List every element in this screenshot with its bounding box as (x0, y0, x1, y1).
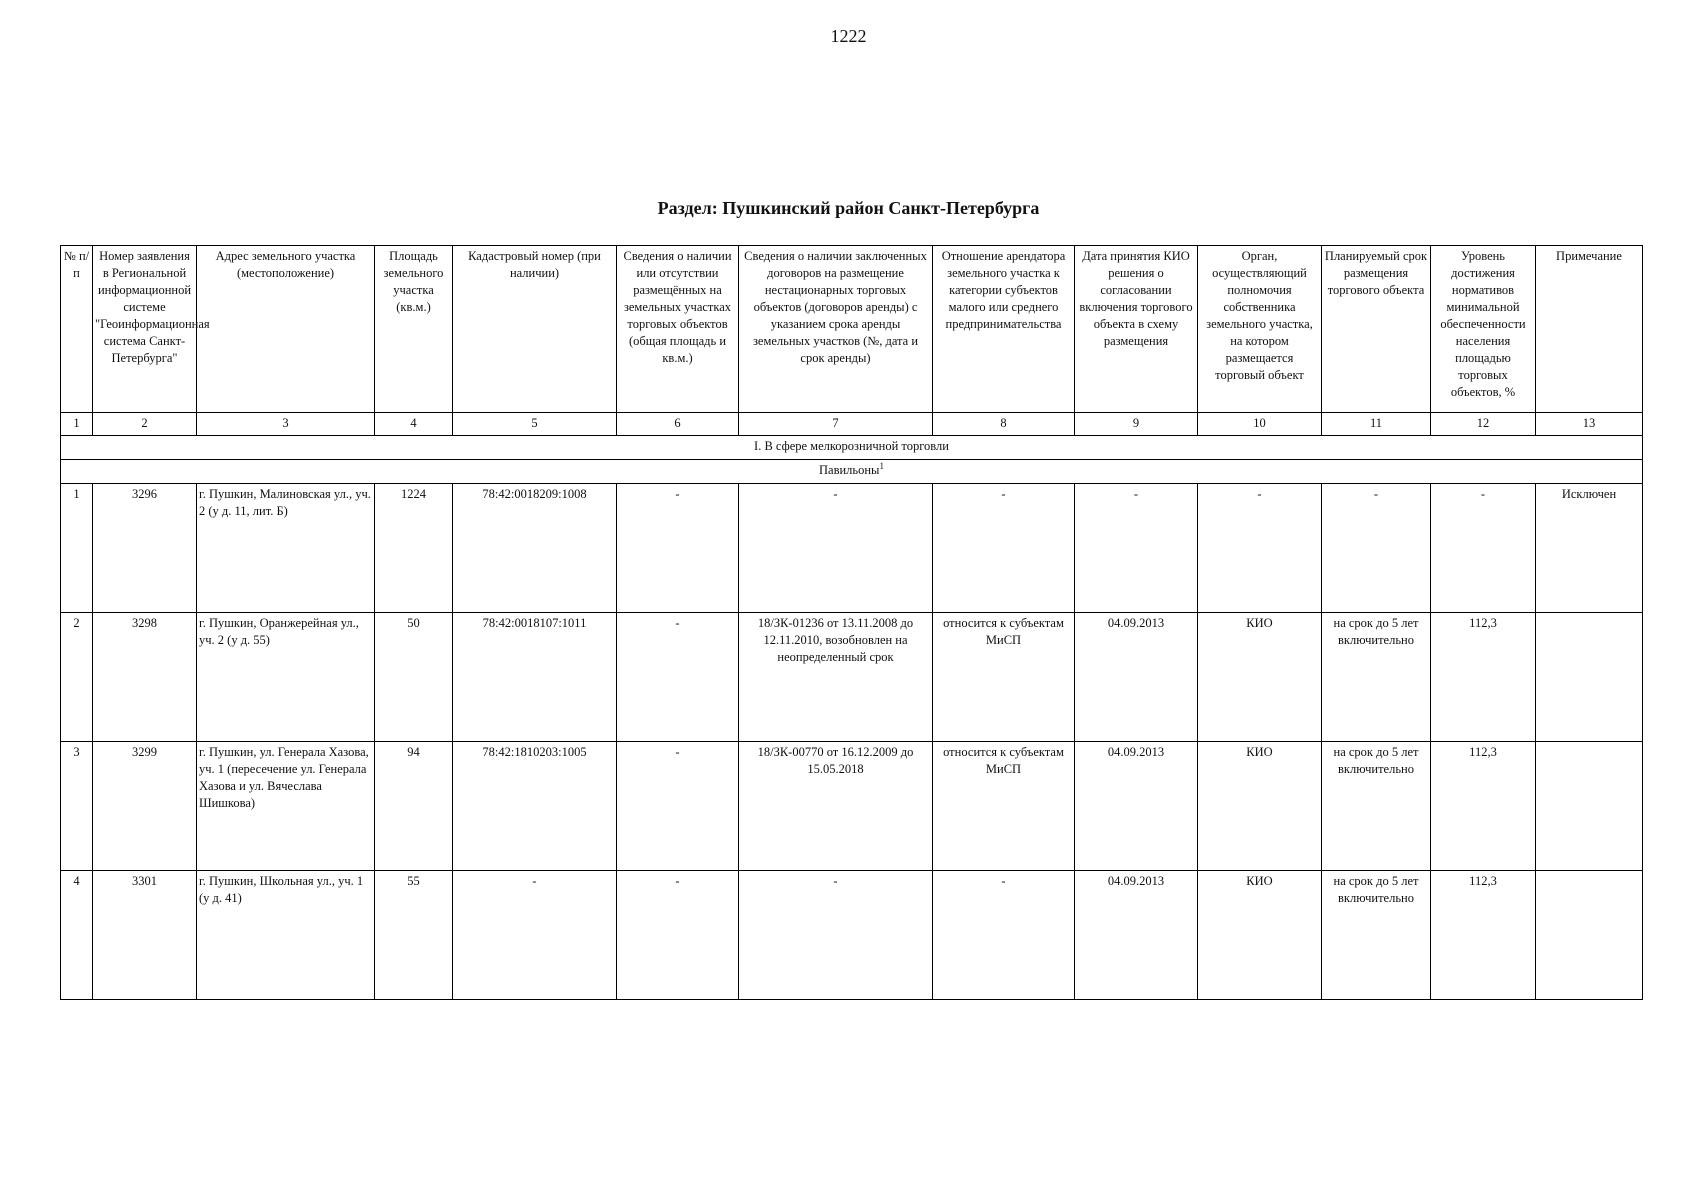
cell-sme-status: - (933, 484, 1075, 613)
cell-sme-status: относится к субъектам МиСП (933, 613, 1075, 742)
cell-application-number: 3296 (93, 484, 197, 613)
column-number-row (61, 413, 1643, 436)
cell-index: 3 (61, 742, 93, 871)
cell-application-number: 3298 (93, 613, 197, 742)
group-heading-type (61, 460, 1643, 484)
column-number: 12 (1431, 413, 1536, 436)
cell-area: 55 (375, 871, 453, 1000)
cell-norm-level: 112,3 (1431, 871, 1536, 1000)
cell-planned-term: на срок до 5 лет включительно (1322, 613, 1431, 742)
group-type-label: Павильоны (819, 463, 880, 477)
col-header-index: № п/п (61, 246, 93, 413)
column-number: 11 (1322, 413, 1431, 436)
col-header-note: Примечание (1536, 246, 1643, 413)
col-header-address: Адрес земельного участка (местоположение) (197, 246, 375, 413)
cell-norm-level: 112,3 (1431, 613, 1536, 742)
cell-index: 1 (61, 484, 93, 613)
cell-lease-contracts: 18/ЗК-01236 от 13.11.2008 до 12.11.2010, возобновлен на неопределенный срок (739, 613, 933, 742)
cell-approval-date: - (1075, 484, 1198, 613)
cell-existing-objects: - (617, 871, 739, 1000)
cell-planned-term: - (1322, 484, 1431, 613)
cell-approval-date: 04.09.2013 (1075, 613, 1198, 742)
cell-application-number: 3299 (93, 742, 197, 871)
table-row (61, 742, 1643, 871)
col-header-planned-term: Планируемый срок размещения торгового объекта (1322, 246, 1431, 413)
col-header-authority: Орган, осуществляющий полномочия собственника земельного участка, на котором размещается торговый объект (1198, 246, 1322, 413)
cell-cadastral-number: 78:42:0018107:1011 (453, 613, 617, 742)
cell-application-number: 3301 (93, 871, 197, 1000)
cell-lease-contracts: - (739, 871, 933, 1000)
col-header-approval-date: Дата принятия КИО решения о согласовании включения торгового объекта в схему размещения (1075, 246, 1198, 413)
column-number: 2 (93, 413, 197, 436)
cell-index: 4 (61, 871, 93, 1000)
cell-address: г. Пушкин, ул. Генерала Хазова, уч. 1 (пересечение ул. Генерала Хазова и ул. Вячеслава Шишкова) (197, 742, 375, 871)
cell-authority: КИО (1198, 742, 1322, 871)
col-header-existing-objects: Сведения о наличии или отсутствии размещённых на земельных участках торговых объектов (общая площадь и кв.м.) (617, 246, 739, 413)
col-header-area: Площадь земельного участка (кв.м.) (375, 246, 453, 413)
cell-index: 2 (61, 613, 93, 742)
cell-area: 94 (375, 742, 453, 871)
column-number: 5 (453, 413, 617, 436)
cell-note (1536, 613, 1643, 742)
table-row (61, 871, 1643, 1000)
col-header-sme-status: Отношение арендатора земельного участка к категории субъектов малого или среднего предпринимательства (933, 246, 1075, 413)
cell-area: 50 (375, 613, 453, 742)
cell-lease-contracts: - (739, 484, 933, 613)
column-number: 10 (1198, 413, 1322, 436)
registry-table (60, 245, 1643, 1000)
cell-sme-status: относится к субъектам МиСП (933, 742, 1075, 871)
page-number: 1222 (830, 26, 867, 46)
cell-cadastral-number: 78:42:1810203:1005 (453, 742, 617, 871)
cell-area: 1224 (375, 484, 453, 613)
col-header-cadastral-number: Кадастровый номер (при наличии) (453, 246, 617, 413)
column-number: 13 (1536, 413, 1643, 436)
header-row (61, 246, 1643, 413)
cell-norm-level: 112,3 (1431, 742, 1536, 871)
col-header-lease-contracts: Сведения о наличии заключенных договоров на размещение нестационарных торговых объектов (договоров аренды) с указанием срока аренды земельных участков (№, дата и срок аренды) (739, 246, 933, 413)
cell-authority: КИО (1198, 871, 1322, 1000)
cell-authority: - (1198, 484, 1322, 613)
cell-note (1536, 742, 1643, 871)
cell-cadastral-number: 78:42:0018209:1008 (453, 484, 617, 613)
cell-norm-level: - (1431, 484, 1536, 613)
cell-approval-date: 04.09.2013 (1075, 742, 1198, 871)
column-number: 3 (197, 413, 375, 436)
column-number: 1 (61, 413, 93, 436)
group-heading-sphere: I. В сфере мелкорозничной торговли (61, 436, 1643, 460)
group-row-type (61, 460, 1643, 484)
column-number: 7 (739, 413, 933, 436)
group-row-sphere (61, 436, 1643, 460)
col-header-application-number: Номер заявления в Региональной информационной системе "Геоинформационная система Санкт-Петербурга" (93, 246, 197, 413)
cell-lease-contracts: 18/ЗК-00770 от 16.12.2009 до 15.05.2018 (739, 742, 933, 871)
cell-planned-term: на срок до 5 лет включительно (1322, 871, 1431, 1000)
column-number: 9 (1075, 413, 1198, 436)
table-row (61, 484, 1643, 613)
cell-address: г. Пушкин, Школьная ул., уч. 1 (у д. 41) (197, 871, 375, 1000)
cell-planned-term: на срок до 5 лет включительно (1322, 742, 1431, 871)
column-number: 4 (375, 413, 453, 436)
section-title: Раздел: Пушкинский район Санкт-Петербурга (657, 198, 1040, 218)
cell-approval-date: 04.09.2013 (1075, 871, 1198, 1000)
cell-existing-objects: - (617, 484, 739, 613)
cell-existing-objects: - (617, 742, 739, 871)
cell-address: г. Пушкин, Малиновская ул., уч. 2 (у д. 11, лит. Б) (197, 484, 375, 613)
cell-address: г. Пушкин, Оранжерейная ул., уч. 2 (у д. 55) (197, 613, 375, 742)
cell-sme-status: - (933, 871, 1075, 1000)
column-number: 6 (617, 413, 739, 436)
col-header-norm-level: Уровень достижения нормативов минимальной обеспеченности населения площадью торговых объектов, % (1431, 246, 1536, 413)
column-number: 8 (933, 413, 1075, 436)
cell-cadastral-number: - (453, 871, 617, 1000)
cell-note: Исключен (1536, 484, 1643, 613)
cell-existing-objects: - (617, 613, 739, 742)
cell-authority: КИО (1198, 613, 1322, 742)
footnote-marker: 1 (879, 460, 884, 471)
cell-note (1536, 871, 1643, 1000)
table-row (61, 613, 1643, 742)
